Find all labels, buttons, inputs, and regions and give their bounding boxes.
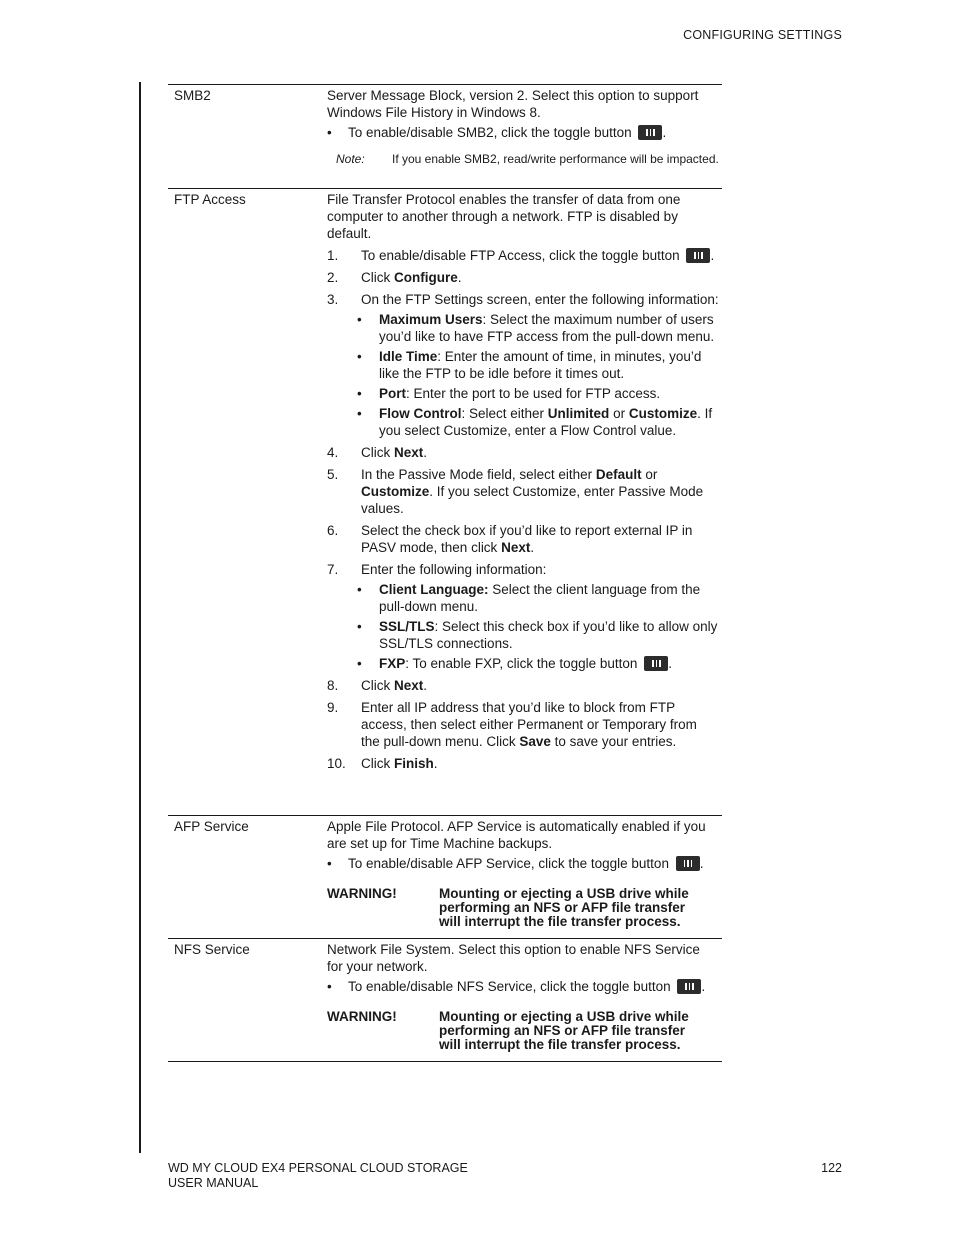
ftp-step-8: 8. Click Next. — [327, 678, 428, 693]
settings-table — [168, 84, 722, 1062]
desc-smb2 — [327, 85, 719, 166]
nfs-bullet: • To enable/disable NFS Service, click the toggle button . — [327, 978, 719, 995]
ftp-step-5: 5. In the Passive Mode field, select either Default or Customize. If you select Customize, enter Passive Mode values. — [327, 467, 704, 516]
ftp-step-3: 3. On the FTP Settings screen, enter the following information: • Maximum Users: Select the maximum number of users you’d like to have FTP access from the pull-down menu. • Idle Time: Enter the amount of time, in minutes, you’d like the FTP to be idle before it times out. • Port: Enter the port to be used for FTP access. • Flow Control: Select either Unlimited or Customize. If you select Customize, enter a Flow Control value. — [327, 291, 719, 439]
ftp-step-6: 6. Select the check box if you’d like to report external IP in PASV mode, then click Next. — [327, 523, 693, 555]
ftp-step-4: 4. Click Next. — [327, 445, 428, 460]
term-ftp-access: FTP Access — [174, 192, 246, 207]
ftp-step-3-bullet: • Port: Enter the port to be used for FTP access. — [327, 385, 719, 402]
ftp-step-7-bullet: • FXP: To enable FXP, click the toggle button . — [327, 655, 719, 672]
row-ftp-access — [168, 188, 722, 815]
desc-afp-service — [327, 816, 719, 929]
ftp-step-3-bullet: • Maximum Users: Select the maximum number of users you’d like to have FTP access from the pull-down menu. — [327, 311, 719, 345]
afp-warning — [327, 887, 709, 929]
note-label: Note: — [336, 152, 365, 166]
warning-text: Mounting or ejecting a USB drive while performing an NFS or AFP file transfer will interrupt the file transfer process. — [439, 1009, 689, 1052]
desc-nfs-service — [327, 939, 719, 1052]
ftp-step-9: 9. Enter all IP address that you’d like to block from FTP access, then select either Permanent or Temporary from the pull-down menu. Click Save to save your entries. — [327, 700, 697, 749]
row-afp-service — [168, 815, 722, 938]
page-number: 122 — [821, 1161, 842, 1175]
ftp-step-3-bullet: • Flow Control: Select either Unlimited or Customize. If you select Customize, enter a Flow Control value. — [327, 405, 719, 439]
warning-label: WARNING! — [327, 886, 397, 901]
section-header: CONFIGURING SETTINGS — [683, 28, 842, 42]
footer-product-name: WD MY CLOUD EX4 PERSONAL CLOUD STORAGE — [168, 1161, 468, 1175]
warning-text: Mounting or ejecting a USB drive while performing an NFS or AFP file transfer will interrupt the file transfer process. — [439, 886, 689, 929]
toggle-button-icon — [686, 248, 710, 263]
term-smb2: SMB2 — [174, 88, 211, 103]
ftp-step-3-bullet: • Idle Time: Enter the amount of time, in minutes, you’d like the FTP to be idle before it times out. — [327, 348, 719, 382]
smb2-bullet: • To enable/disable SMB2, click the toggle button . — [327, 124, 719, 141]
note-text: If you enable SMB2, read/write performance will be impacted. — [392, 152, 719, 166]
toggle-button-icon — [676, 856, 700, 871]
afp-description: Apple File Protocol. AFP Service is automatically enabled if you are set up for Time Machine backups. — [327, 819, 706, 851]
ftp-step-7-bullet: • Client Language: Select the client language from the pull-down menu. — [327, 581, 719, 615]
term-afp-service: AFP Service — [174, 819, 249, 834]
smb2-note — [336, 153, 722, 166]
toggle-button-icon — [677, 979, 701, 994]
footer-product — [168, 1161, 468, 1191]
change-bar — [139, 82, 141, 1153]
footer-doc-name: USER MANUAL — [168, 1176, 259, 1190]
nfs-warning — [327, 1010, 709, 1052]
row-nfs-service — [168, 938, 722, 1061]
ftp-step-2: 2. Click Configure. — [327, 270, 462, 285]
ftp-description: File Transfer Protocol enables the transfer of data from one computer to another through a network. FTP is disabled by default. — [327, 192, 681, 241]
ftp-step-10: 10. Click Finish. — [327, 756, 438, 771]
toggle-button-icon — [638, 125, 662, 140]
term-nfs-service: NFS Service — [174, 942, 250, 957]
ftp-step-7: 7. Enter the following information: • Client Language: Select the client language from the pull-down menu. • SSL/TLS: Select this check box if you’d like to allow only SSL/TLS connections. • FXP: To enable FXP, click the toggle button . — [327, 561, 719, 672]
nfs-description: Network File System. Select this option to enable NFS Service for your network. — [327, 942, 700, 974]
ftp-step-1: 1. To enable/disable FTP Access, click the toggle button . — [327, 248, 715, 263]
smb2-description: Server Message Block, version 2. Select this option to support Windows File History in Windows 8. — [327, 88, 699, 120]
row-smb2 — [168, 84, 722, 188]
warning-label: WARNING! — [327, 1009, 397, 1024]
ftp-step-7-bullet: • SSL/TLS: Select this check box if you’d like to allow only SSL/TLS connections. — [327, 618, 719, 652]
afp-bullet: • To enable/disable AFP Service, click the toggle button . — [327, 855, 719, 872]
toggle-button-icon — [644, 656, 668, 671]
table-bottom-rule — [168, 1061, 722, 1062]
desc-ftp-access — [327, 189, 719, 772]
